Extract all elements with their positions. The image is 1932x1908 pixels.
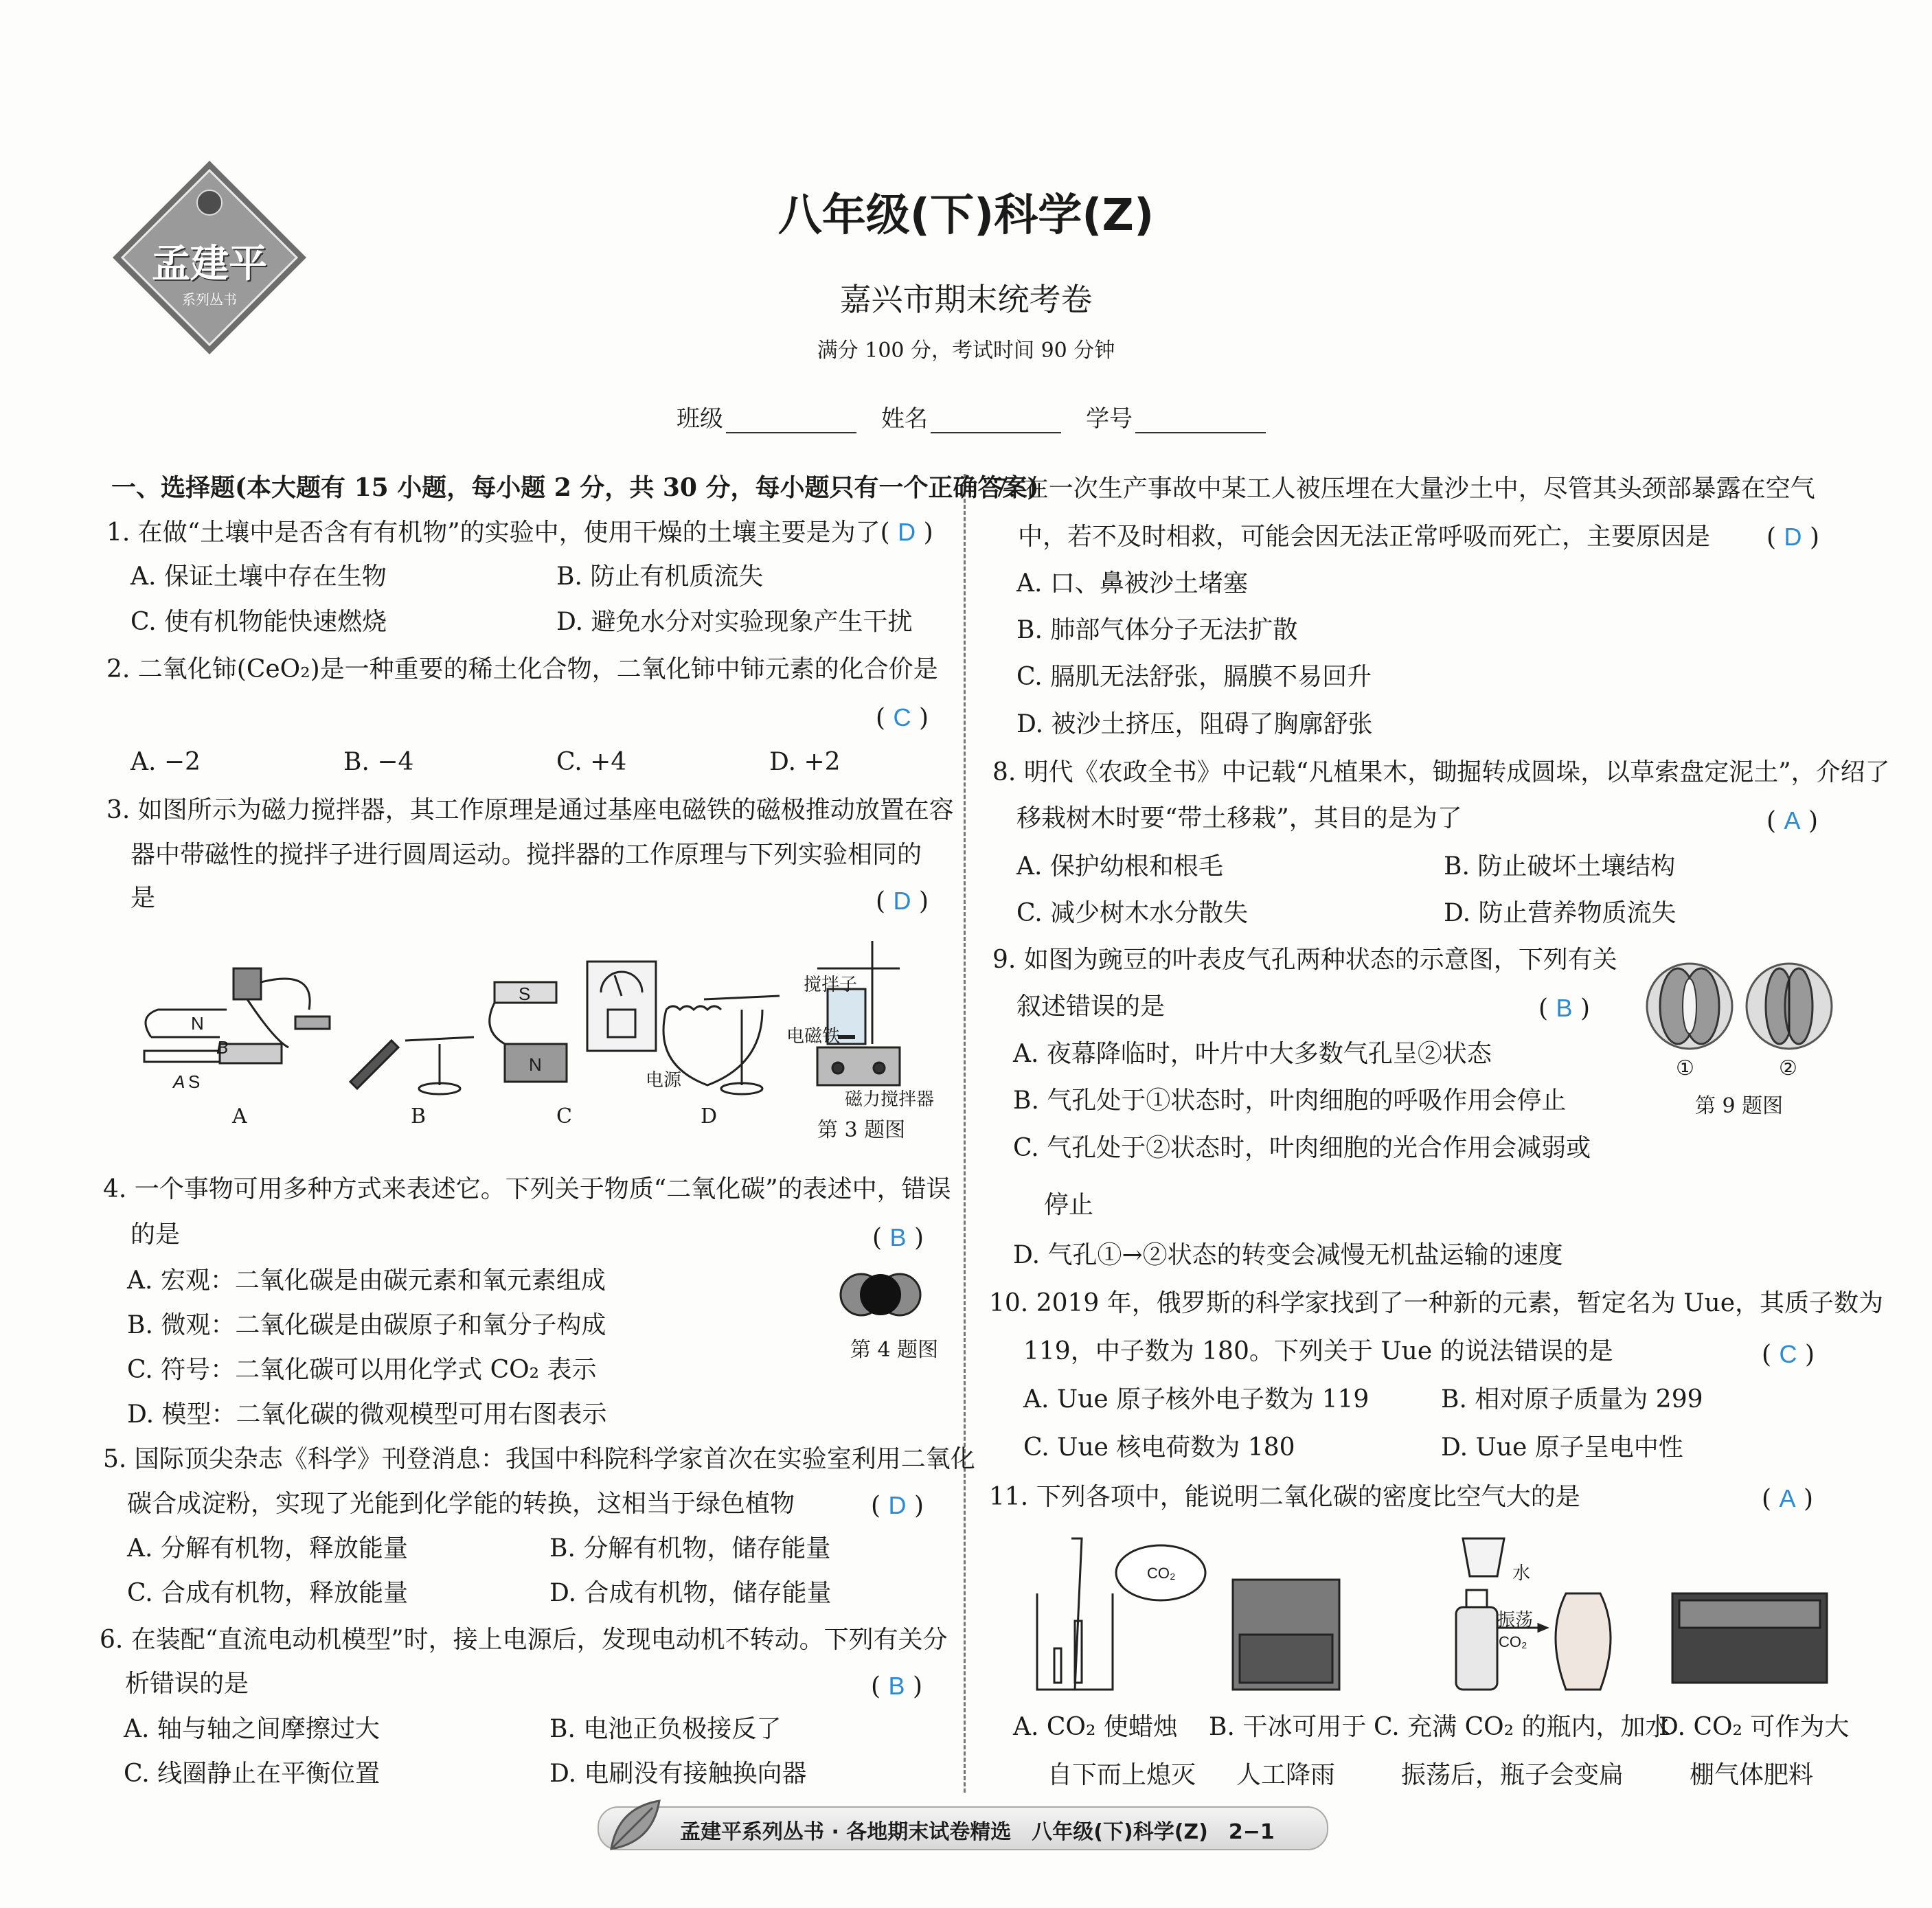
logo-name: 孟建平 <box>152 241 267 286</box>
q11-option-b-2: 人工降雨 <box>1236 1761 1336 1789</box>
q11-figure <box>1016 1525 1841 1703</box>
q11-water-label: 水 <box>1512 1563 1531 1583</box>
q1-option-a: A. 保证土壤中存在生物 <box>130 563 387 591</box>
class-input[interactable] <box>726 409 856 433</box>
q6-answer: B <box>888 1672 905 1700</box>
q1-option-b: B. 防止有机质流失 <box>556 563 764 591</box>
q4-stem-2: 的是 <box>130 1220 181 1249</box>
q6-answer-box: ( B ) <box>871 1672 923 1701</box>
q5-stem-1: 5. 国际顶尖杂志《科学》刊登消息：我国中科院科学家首次在实验室利用二氧化 <box>103 1445 975 1473</box>
stoma-open <box>1647 964 1732 1049</box>
q3-mixer-label: 磁力搅拌器 <box>845 1089 935 1109</box>
q5-option-c: C. 合成有机物，释放能量 <box>127 1579 409 1607</box>
q3-power-label: 电源 <box>646 1069 682 1090</box>
q2-option-c: C. +4 <box>556 748 627 776</box>
q3-figure <box>130 934 941 1109</box>
q3-label-b: B <box>411 1104 427 1128</box>
q10-option-a: A. Uue 原子核外电子数为 119 <box>1023 1385 1370 1413</box>
q11-option-a-1: A. CO₂ 使蜡烛 <box>1013 1713 1178 1741</box>
q3-label-d: D <box>701 1104 718 1128</box>
q3-magnet-s: S <box>519 984 531 1004</box>
q11-option-d-1: D. CO₂ 可作为大 <box>1659 1713 1850 1741</box>
leaf-icon <box>604 1794 666 1859</box>
q3-magnet-n: N <box>529 1054 542 1075</box>
q3-caption: 第 3 题图 <box>817 1118 906 1142</box>
q11-option-d-2: 棚气体肥料 <box>1690 1761 1814 1789</box>
q10-option-d: D. Uue 原子呈电中性 <box>1441 1433 1683 1462</box>
q7-option-c: C. 膈肌无法舒张，膈膜不易回升 <box>1016 663 1372 691</box>
q2-answer-box: ( C ) <box>876 703 929 732</box>
q6-option-a: A. 轴与轴之间摩擦过大 <box>124 1715 380 1743</box>
q5-answer-box: ( D ) <box>871 1491 924 1520</box>
q9-option-c-cont: 停止 <box>1044 1191 1094 1219</box>
q1-stem: 1. 在做“土壤中是否含有有机物”的实验中，使用干燥的土壤主要是为了( D ) <box>106 518 933 547</box>
q11-co2-label: CO₂ <box>1147 1565 1176 1582</box>
q10-option-c: C. Uue 核电荷数为 180 <box>1023 1433 1295 1462</box>
q9-option-a: A. 夜幕降临时，叶片中大多数气孔呈②状态 <box>1013 1040 1492 1068</box>
student-fields <box>677 400 1291 433</box>
q10-answer-box: ( C ) <box>1762 1340 1815 1369</box>
q9-stem-1: 9. 如图为豌豆的叶表皮气孔两种状态的示意图，下列有关 <box>992 946 1617 974</box>
q4-stem-1: 4. 一个事物可用多种方式来表述它。下列关于物质“二氧化碳”的表述中，错误 <box>103 1175 951 1203</box>
q4-option-d: D. 模型：二氧化碳的微观模型可用右图表示 <box>127 1400 607 1429</box>
q11-answer: A <box>1779 1484 1796 1512</box>
q8-stem-2: 移栽树木时要“带土移栽”，其目的是为了 <box>1016 804 1462 832</box>
q3-pole-a: A <box>173 1071 185 1092</box>
q6-stem-2: 析错误的是 <box>125 1670 249 1698</box>
q2-answer: C <box>893 703 911 731</box>
q9-stem-2: 叙述错误的是 <box>1016 992 1166 1021</box>
q5-stem-2: 碳合成淀粉，实现了光能到化学能的转换，这相当于绿色植物 <box>127 1490 795 1518</box>
q3-pole-b: B <box>216 1037 229 1058</box>
q1-option-d: D. 避免水分对实验现象产生干扰 <box>556 608 913 636</box>
q3-stir-bar-label: 搅拌子 <box>804 974 858 995</box>
q3-answer-box: ( D ) <box>876 887 929 916</box>
column-divider <box>964 474 966 1793</box>
q4-answer-box: ( B ) <box>872 1223 924 1252</box>
q8-answer-box: ( A ) <box>1766 806 1819 835</box>
q2-option-d: D. +2 <box>769 748 841 776</box>
q4-caption: 第 4 题图 <box>850 1338 939 1362</box>
q6-option-b: B. 电池正负极接反了 <box>549 1715 782 1743</box>
q11-co2b-label: CO₂ <box>1499 1633 1527 1650</box>
stoma-closed <box>1747 964 1832 1049</box>
q1-answer: D <box>898 518 916 546</box>
page-title: 八年级(下)科学(Z) <box>777 190 1155 241</box>
q7-stem-1: 7. 在一次生产事故中某工人被压埋在大量沙土中，尽管其头颈部暴露在空气 <box>992 475 1815 503</box>
q9-answer: B <box>1556 994 1573 1022</box>
q5-option-b: B. 分解有机物，储存能量 <box>549 1534 831 1563</box>
q3-pole-n: N <box>191 1013 204 1034</box>
q11-option-c-1: C. 充满 CO₂ 的瓶内，加水 <box>1374 1713 1670 1741</box>
logo-sub: 系列丛书 <box>182 293 237 308</box>
stoma-label-2: ② <box>1779 1056 1797 1080</box>
q7-option-d: D. 被沙土挤压，阻碍了胸廓舒张 <box>1016 710 1373 738</box>
q9-caption: 第 9 题图 <box>1695 1094 1784 1118</box>
q3-stem-1: 3. 如图所示为磁力搅拌器，其工作原理是通过基座电磁铁的磁极推动放置在容 <box>106 796 954 824</box>
q8-stem-1: 8. 明代《农政全书》中记载“凡植果木，锄掘转成圆垛，以草索盘定泥土”，介绍了 <box>992 758 1890 786</box>
q10-stem-2: 119，中子数为 180。下列关于 Uue 的说法错误的是 <box>1023 1337 1613 1365</box>
q10-answer: C <box>1779 1340 1797 1368</box>
q8-option-a: A. 保护幼根和根毛 <box>1016 852 1223 881</box>
exam-subtitle: 嘉兴市期末统考卷 <box>839 281 1093 318</box>
q2-option-a: A. −2 <box>130 748 201 776</box>
q4-option-b: B. 微观：二氧化碳是由碳原子和氧分子构成 <box>127 1311 606 1339</box>
q8-option-b: B. 防止破坏土壤结构 <box>1444 852 1676 881</box>
q3-stem-3: 是 <box>130 884 156 912</box>
q4-option-a: A. 宏观：二氧化碳是由碳元素和氧元素组成 <box>127 1267 606 1295</box>
q3-label-a: A <box>232 1104 247 1128</box>
q6-stem-1: 6. 在装配“直流电动机模型”时，接上电源后，发现电动机不转动。下列有关分 <box>100 1626 948 1654</box>
co2-molecule-model <box>839 1271 922 1321</box>
q8-option-c: C. 减少树木水分散失 <box>1016 899 1249 927</box>
q4-answer: B <box>889 1223 907 1251</box>
q9-option-d: D. 气孔①→②状态的转变会减慢无机盐运输的速度 <box>1013 1241 1563 1269</box>
id-input[interactable] <box>1135 409 1266 433</box>
q7-option-b: B. 肺部气体分子无法扩散 <box>1016 616 1298 644</box>
stoma-label-1: ① <box>1676 1056 1694 1080</box>
q7-stem-2: 中，若不及时相救，可能会因无法正常呼吸而死亡，主要原因是 <box>1018 523 1711 551</box>
q6-option-c: C. 线圈静止在平衡位置 <box>124 1760 380 1788</box>
q9-option-c: C. 气孔处于②状态时，叶肉细胞的光合作用会减弱或 <box>1013 1134 1591 1162</box>
q5-option-a: A. 分解有机物，释放能量 <box>127 1534 408 1563</box>
q1-option-c: C. 使有机物能快速燃烧 <box>130 608 387 636</box>
q5-answer: D <box>888 1491 907 1519</box>
q11-answer-box: ( A ) <box>1762 1484 1814 1513</box>
q11-stem: 11. 下列各项中，能说明二氧化碳的密度比空气大的是 <box>989 1483 1580 1511</box>
q7-option-a: A. 口、鼻被沙土堵塞 <box>1016 569 1248 598</box>
q9-answer-box: ( B ) <box>1538 994 1591 1023</box>
q5-option-d: D. 合成有机物，储存能量 <box>549 1579 832 1607</box>
q6-option-d: D. 电刷没有接触换向器 <box>549 1760 807 1788</box>
q8-option-d: D. 防止营养物质流失 <box>1444 899 1677 927</box>
id-label: 学号 <box>1086 405 1133 433</box>
q3-pole-s: S <box>188 1071 201 1092</box>
q3-label-c: C <box>556 1104 572 1128</box>
q9-option-b: B. 气孔处于①状态时，叶肉细胞的呼吸作用会停止 <box>1013 1087 1567 1115</box>
q11-option-b-1: B. 干冰可用于 <box>1209 1713 1367 1741</box>
q10-stem-1: 10. 2019 年，俄罗斯的科学家找到了一种新的元素，暂定名为 Uue，其质子数为 <box>989 1289 1884 1317</box>
q7-answer: D <box>1784 523 1802 551</box>
q3-answer: D <box>893 887 911 915</box>
section-heading: 一、选择题(本大题有 15 小题，每小题 2 分，共 30 分，每小题只有一个正确答案) <box>111 473 1039 502</box>
q3-electromagnet-label: 电磁铁 <box>786 1025 841 1046</box>
q7-answer-box: ( D ) <box>1766 523 1819 552</box>
q2-stem: 2. 二氧化铈(CeO₂)是一种重要的稀土化合物，二氧化铈中铈元素的化合价是 <box>106 655 938 683</box>
q11-shake-label: 振荡 <box>1497 1609 1534 1630</box>
exam-info: 满分 100 分，考试时间 90 分钟 <box>817 339 1115 363</box>
name-input[interactable] <box>931 409 1061 433</box>
class-label: 班级 <box>677 405 723 433</box>
q4-option-c: C. 符号：二氧化碳可以用化学式 CO₂ 表示 <box>127 1356 597 1384</box>
stomata-figure <box>1645 955 1837 1060</box>
q11-option-c-2: 振荡后，瓶子会变扁 <box>1401 1761 1624 1789</box>
q10-option-b: B. 相对原子质量为 299 <box>1441 1385 1703 1413</box>
q8-answer: A <box>1784 806 1801 834</box>
q11-option-a-2: 自下而上熄灭 <box>1047 1761 1196 1789</box>
footer-text: 孟建平系列丛书 · 各地期末试卷精选 八年级(下)科学(Z) 2−1 <box>680 1820 1275 1844</box>
q2-option-b: B. −4 <box>343 748 414 776</box>
name-label: 姓名 <box>881 405 928 433</box>
q3-stem-2: 器中带磁性的搅拌子进行圆周运动。搅拌器的工作原理与下列实验相同的 <box>130 841 922 869</box>
